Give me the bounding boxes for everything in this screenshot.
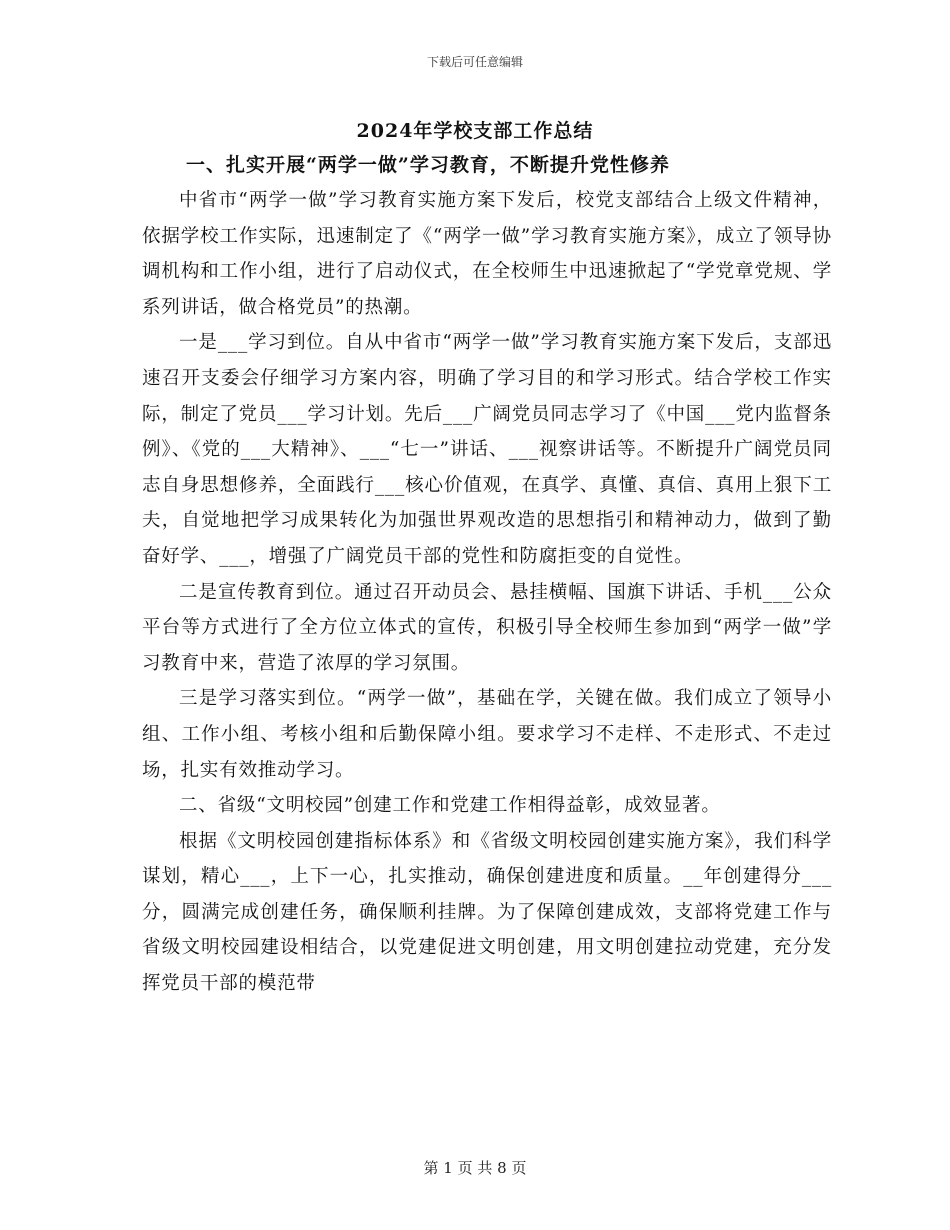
paragraph-publicity: 二是宣传教育到位。通过召开动员会、悬挂横幅、国旗下讲话、手机___公众平台等方式进行了全方位立体式的宣传，积极引导全校师生参加到“两学一做”学习教育中来，营造了浓厚的学习氛围。 <box>142 581 832 674</box>
document-title: 2024年学校支部工作总结 <box>356 120 594 142</box>
page-number: 第 1 页 共 8 页 <box>423 1159 527 1177</box>
paragraph-civilized-campus: 根据《文明校园创建指标体系》和《省级文明校园创建实施方案》，我们科学谋划，精心___，上下一心，扎实推动，确保创建进度和质量。__年创建得分___分，圆满完成创建任务，确保顺利挂牌。为了保障创建成效，支部将党建工作与省级文明校园建设相结合，以党建促进文明创建，用文明创建拉动党建，充分发挥党员干部的模范带 <box>142 830 832 995</box>
paragraph-implementation: 三是学习落实到位。“两学一做”，基础在学，关键在做。我们成立了领导小组、工作小组、考核小组和后勤保障小组。要求学习不走样、不走形式、不走过场，扎实有效推动学习。 <box>142 688 832 781</box>
section-heading: 一、扎实开展“两学一做”学习教育，不断提升党性修养 <box>186 154 670 176</box>
document-body <box>142 183 832 1002</box>
paragraph-intro: 中省市“两学一做”学习教育实施方案下发后，校党支部结合上级文件精神，依据学校工作实际，迅速制定了《“两学一做”学习教育实施方案》，成立了领导协调机构和工作小组，进行了启动仪式，在全校师生中迅速掀起了“学党章党规、学系列讲话，做合格党员”的热潮。 <box>142 190 832 318</box>
paragraph-study: 一是___学习到位。自从中省市“两学一做”学习教育实施方案下发后，支部迅速召开支委会仔细学习方案内容，明确了学习目的和学习形式。结合学校工作实际，制定了党员___学习计划。先后___广阔党员同志学习了《中国___党内监督条例》、《党的___大精神》、___“七一”讲话、___视察讲话等。不断提升广阔党员同志自身思想修养，全面践行___核心价值观，在真学、真懂、真信、真用上狠下工夫，自觉地把学习成果转化为加强世界观改造的思想指引和精神动力，做到了勤奋好学、___，增强了广阔党员干部的党性和防腐拒变的自觉性。 <box>142 332 832 567</box>
page-header-note: 下载后可任意编辑 <box>426 55 523 69</box>
paragraph-section2-heading: 二、省级“文明校园”创建工作和党建工作相得益彰，成效显著。 <box>179 795 721 817</box>
